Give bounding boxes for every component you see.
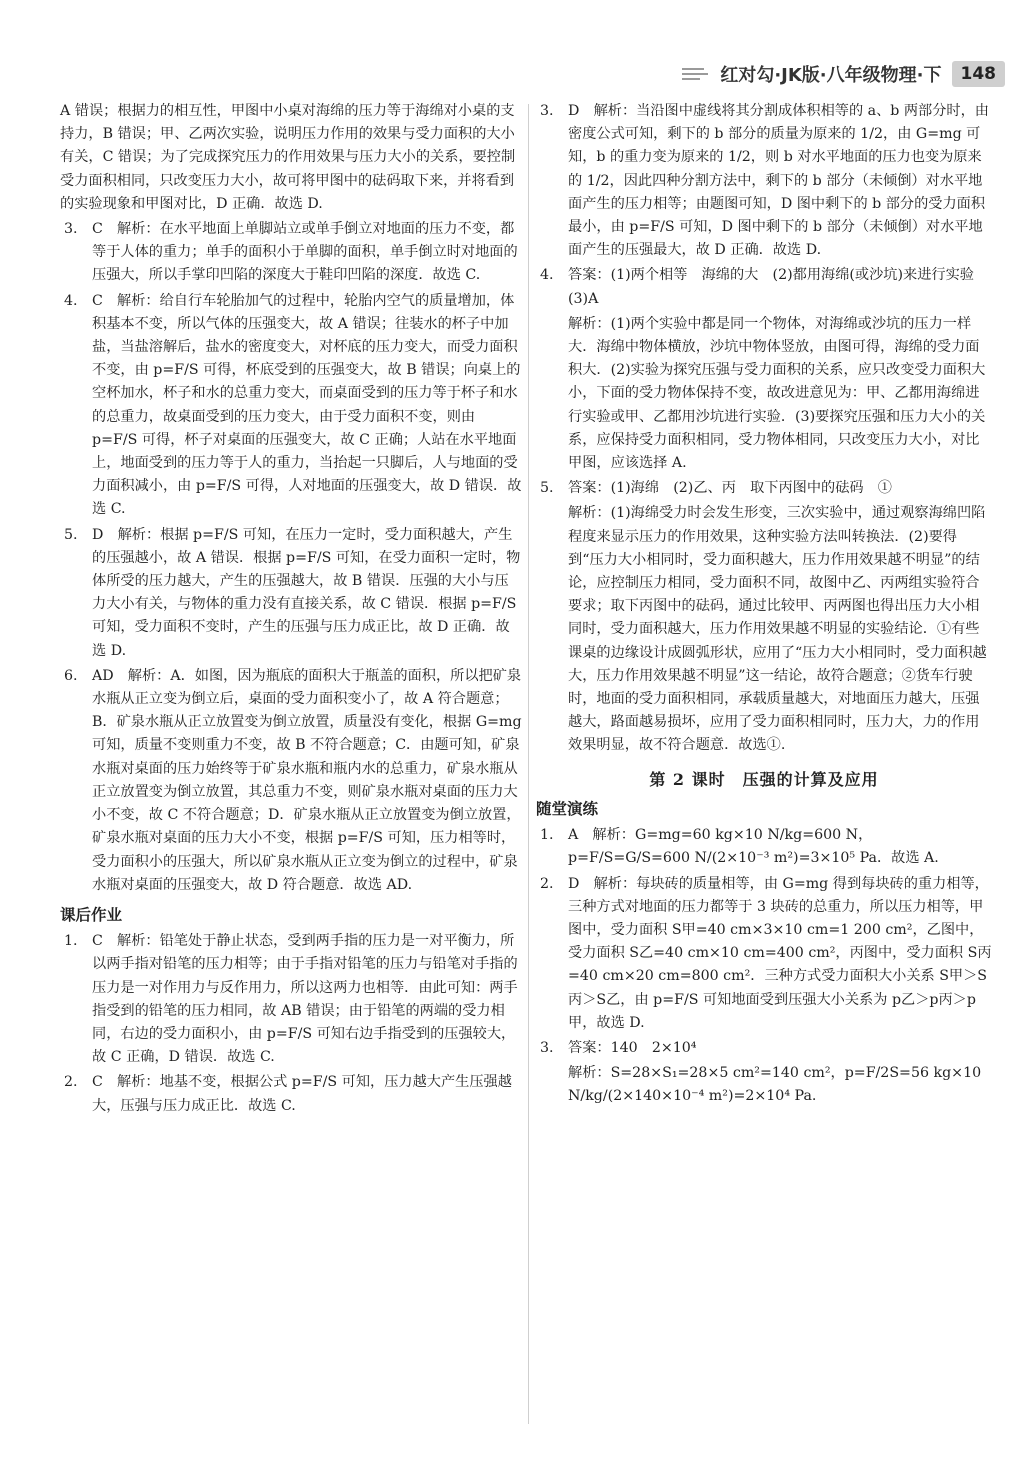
item-text: D 解析：每块砖的质量相等，由 G=mg 得到每块砖的重力相等，三种方式对地面的压力都等于 3 块砖的总重力，所以压力相等，甲图中，受力面积 S甲=40 cm×3×10 cm=1 200 cm²，乙图中，受力面积 S乙=40 cm×10 cm=400 cm²，丙图中，受力面积 S丙=40 cm×20 cm=800 cm²．三种方式受力面积大小关系 S甲＞S丙＞S乙，由 p=F/S 可知地面受到压强大小关系为 p乙＞p丙＞p甲，故选 D. — [568, 875, 992, 1031]
item-text: C 解析：铅笔处于静止状态，受到两手指的压力是一对平衡力，所以两手指对铅笔的压力相等；由于手指对铅笔的压力与铅笔对手指的压力是一对作用力与反作用力，所以这两力也相等．由此可知：两手指受到的铅笔的压力相同，故 AB 错误；由于铅笔的两端的受力相同，右边的受力面积小，由 p=F/S 可知右边手指受到的压强较大，故 C 正确，D 错误．故选 C. — [92, 933, 518, 1066]
item-number: 5. — [64, 526, 78, 543]
item-text: 答案：140 2×10⁴ — [568, 1039, 697, 1056]
left-column — [60, 100, 522, 1120]
item-text: 答案：(1)两个相等 海绵的大 (2)都用海绵(或沙坑)来进行实验 (3)A — [568, 267, 989, 307]
header-title: 红对勾·JK版·八年级物理·下 — [720, 65, 942, 86]
continued-text: 解析：(1)两个实验中都是同一个物体，对海绵或沙坑的压力一样大．海绵中物体横放，沙坑中物体竖放，由图可得，海绵的受力面积大．(2)实验为探究压强与受力面积的关系，应只改变受力面积大小，下面的受力物体保持不变，故改进意见为：甲、乙都用海绵进行实验或甲、乙都用沙坑进行实验．(3)要探究压强和压力大小的关系，应保持受力面积相同，受力物体相同，只改变压力大小，对比甲图，应该选择 A. — [568, 315, 986, 472]
item-number: 2. — [540, 875, 554, 892]
answer-item — [60, 1071, 522, 1117]
answer-item — [60, 218, 522, 288]
item-number: 4. — [540, 267, 554, 284]
item-text: C 解析：给自行车轮胎加气的过程中，轮胎内空气的质量增加，体积基本不变，所以气体的压强变大，故 A 错误；往装水的杯子中加盐，当盐溶解后，盐水的密度变大，对杯底的压力变大，而受力面积不变，由 p=F/S 可得，杯底受到的压强变大，故 B 错误；向桌上的空杯加水，杯子和水的总重力变大，而桌面受到的压力等于杯子和水的总重力，故桌面受到的压力变大，由于受力面积不变，则由 p=F/S 可得，杯子对桌面的压强变大，故 C 正确；人站在水平地面上，地面受到的压力等于人的重力，当抬起一只脚后，人与地面的受力面积减小，由 p=F/S 可得，人对地面的压强变大，故 D 错误．故选 C. — [92, 292, 522, 518]
continued-text: A 错误；根据力的相互性，甲图中小桌对海绵的压力等于海绵对小桌的支持力，B 错误；甲、乙两次实验，说明压力作用的效果与受力面积的大小有关，C 错误；为了完成探究压力的作用效果与压力大小的关系，要控制受力面积相同，只改变压力大小，故可将甲图中的砝码取下来，并将看到的实验现象和甲图对比，D 正确．故选 D. — [60, 103, 516, 212]
continued-text: 解析：(1)海绵受力时会发生形变，三次实验中，通过观察海绵凹陷程度来显示压力的作用效果，这种实验方法叫转换法．(2)要得到“压力大小相同时，受力面积越大，压力作用效果越不明显”的结论，应控制压力相同，受力面积不同，故图中乙、丙两组实验符合要求；取下丙图中的砝码，通过比较甲、丙两图也得出压力大小相同时，受力面积越大，压力作用效果越不明显的实验结论．①有些课桌的边缘设计成圆弧形状，应用了“压力大小相同时，受力面积越大，压力作用效果越不明显”这一结论，故符合题意；②货车行驶时，地面的受力面积相同，承载质量越大，对地面压力越大，压强越大，路面越易损坏，应用了受力面积相同时，压力大，力的作用效果明显，故不符合题意．故选①. — [568, 505, 987, 754]
answer-item — [536, 477, 992, 500]
answer-item — [536, 873, 992, 1035]
item-text: A 解析：G=mg=60 kg×10 N/kg=600 N，p=F/S=G/S=600 N/(2×10⁻³ m²)=3×10⁵ Pa．故选 A. — [568, 827, 939, 867]
section-heading: 随堂演练 — [536, 798, 599, 818]
answer-item — [536, 1037, 992, 1060]
item-number: 1. — [64, 933, 78, 950]
page-header — [682, 56, 1005, 92]
page-number: 148 — [952, 61, 1006, 87]
lesson-title: 第 2 课时 压强的计算及应用 — [649, 769, 879, 789]
answer-item — [60, 665, 522, 897]
item-text: C 解析：在水平地面上单脚站立或单手倒立对地面的压力不变，都等于人体的重力；单手的面积小于单脚的面积，单手倒立时对地面的压强大，所以手掌印凹陷的深度大于鞋印凹陷的深度．故选 C. — [92, 221, 518, 284]
answer-item — [60, 930, 522, 1069]
header-stripes-icon — [682, 68, 708, 80]
item-text: AD 解析：A．如图，因为瓶底的面积大于瓶盖的面积，所以把矿泉水瓶从正立变为倒立后，桌面的受力面积变小了，故 A 符合题意；B．矿泉水瓶从正立放置变为倒立放置，质量没有变化，根据 G=mg 可知，质量不变则重力不变，故 B 不符合题意；C．由题可知，矿泉水瓶对桌面的压力始终等于矿泉水瓶和瓶内水的总重力，矿泉水瓶从正立放置变为倒立放置，其总重力不变，则矿泉水瓶对桌面的压力大小不变，故 C 不符合题意；D．矿泉水瓶从正立放置变为倒立放置，矿泉水瓶对桌面的压力大小不变，根据 p=F/S 可知，压力相等时，受力面积小的压强大，所以矿泉水瓶从正立变为倒立的过程中，矿泉水瓶对桌面的压强变大，故 D 符合题意．故选 AD. — [92, 667, 522, 893]
item-number: 2. — [64, 1074, 78, 1091]
item-number: 3. — [64, 221, 78, 238]
item-number: 6. — [64, 667, 78, 684]
column-divider — [528, 104, 529, 1424]
item-text: C 解析：地基不变，根据公式 p=F/S 可知，压力越大产生压强越大，压强与压力成正比．故选 C. — [92, 1074, 512, 1114]
item-number: 5. — [540, 480, 554, 497]
answer-item — [60, 290, 522, 522]
answer-item — [536, 824, 992, 870]
answer-item — [536, 264, 992, 310]
item-text: D 解析：当沿图中虚线将其分割成体积相等的 a、b 两部分时，由密度公式可知，剩下的 b 部分的质量为原来的 1/2，由 G=mg 可知，b 的重力变为原来的 1/2，则 b 对水平地面的压力也变为原来的 1/2，因此四种分割方法中，剩下的 b 部分（未倾倒）对水平地面产生的压力相等；由题图可知，D 图中剩下的 b 部分的受力面积最小，由 p=F/S 可知，D 图中剩下的 b 部分（未倾倒）对水平地面产生的压强最大，故 D 正确．故选 D. — [568, 103, 989, 259]
item-number: 1. — [540, 827, 554, 844]
answer-item — [536, 100, 992, 262]
item-text: D 解析：根据 p=F/S 可知，在压力一定时，受力面积越大，产生的压强越小，故 A 错误．根据 p=F/S 可知，在受力面积一定时，物体所受的压力越大，产生的压强越大，故 B 错误．压强的大小与压力大小有关，与物体的重力没有直接关系，故 C 错误．根据 p=F/S 可知，受力面积不变时，产生的压强与压力成正比，故 D 正确．故选 D. — [92, 526, 521, 659]
item-number: 4. — [64, 292, 78, 309]
item-text: 答案：(1)海绵 (2)乙、丙 取下丙图中的砝码 ① — [568, 480, 892, 497]
continued-text: 解析：S=28×S₁=28×5 cm²=140 cm²，p=F/2S=56 kg×10 N/kg/(2×140×10⁻⁴ m²)=2×10⁴ Pa. — [568, 1065, 982, 1105]
item-number: 3. — [540, 1039, 554, 1056]
item-number: 3. — [540, 103, 554, 119]
section-heading: 课后作业 — [60, 904, 123, 924]
answer-item — [60, 524, 522, 663]
right-column — [536, 100, 992, 1111]
